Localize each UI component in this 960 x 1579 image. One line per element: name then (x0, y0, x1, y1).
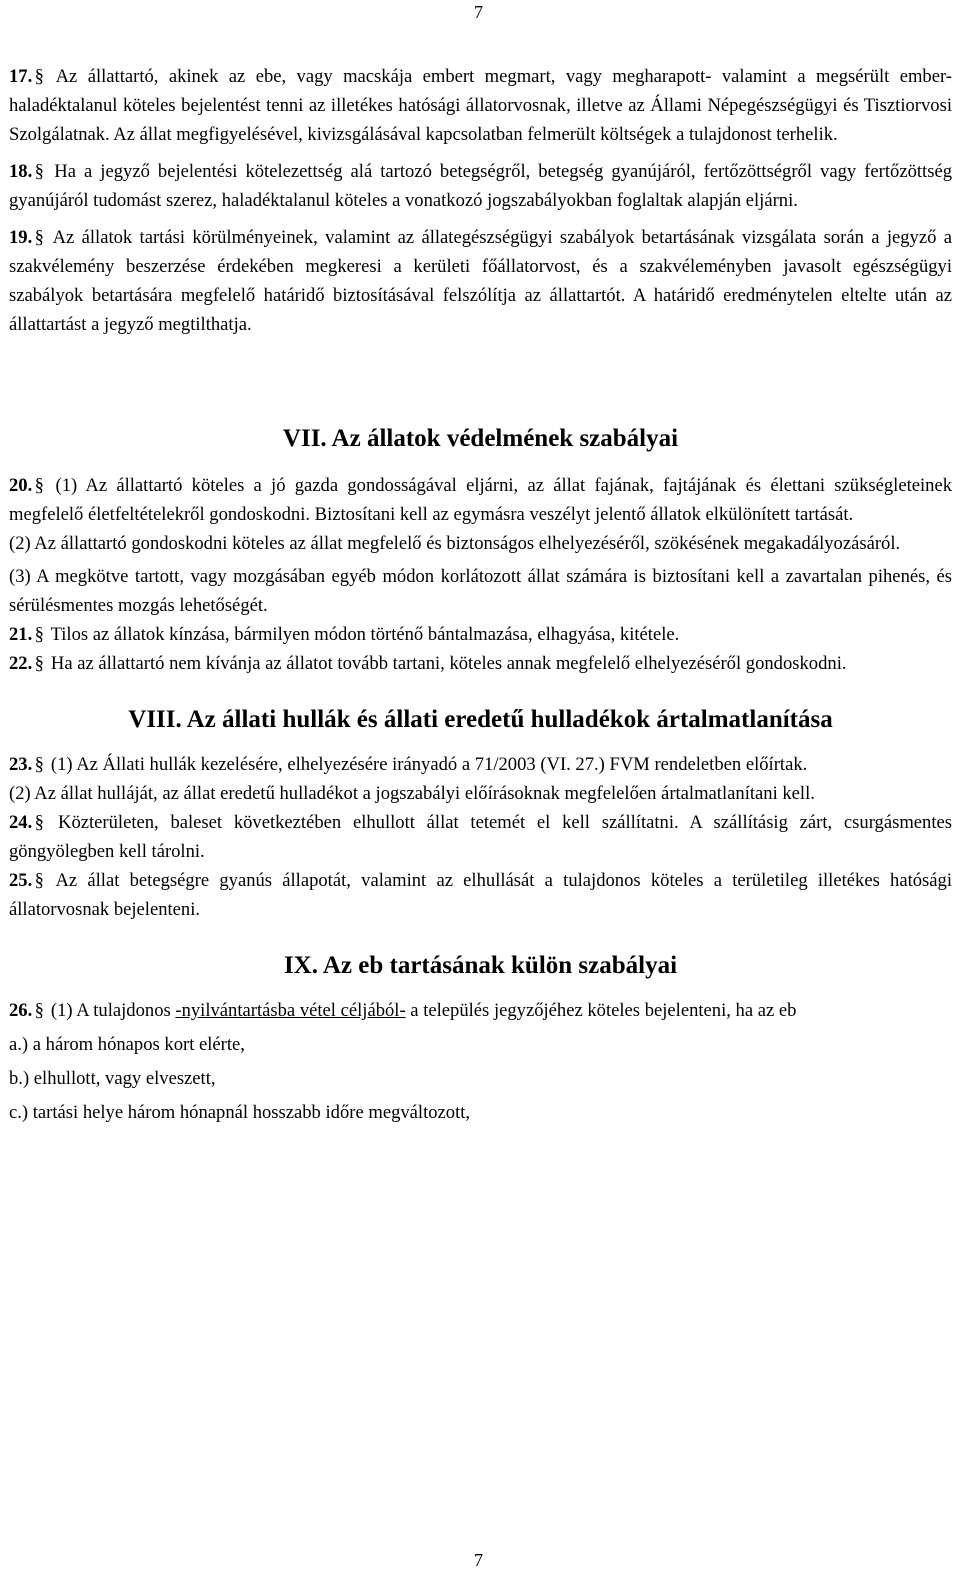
page-number-bottom: 7 (474, 1550, 483, 1570)
section-symbol: § (34, 812, 44, 833)
paragraph-23 (9, 750, 952, 779)
paragraph-text: Az állat betegségre gyanús állapotát, valamint az elhullását a tulajdonos köteles a területileg illetékes hatósági állatorvosnak bejelenteni. (9, 870, 953, 920)
paragraph-number: 22. (9, 653, 33, 674)
paragraph-20 (9, 471, 952, 529)
paragraph-20-2: (2) Az állattartó gondoskodni köteles az állat megfelelő és biztonságos elhelyezéséről, szökésének megakadályozásáról. (9, 533, 901, 554)
paragraph-number: 21. (9, 624, 33, 645)
paragraph-19 (9, 223, 952, 339)
section-symbol: § (34, 475, 44, 496)
paragraph-21 (9, 620, 952, 649)
paragraph-text: Közterületen, baleset következtében elhullott állat tetemét el kell szállítatni. A szállításig zárt, csurgásmentes göngyölegben kell tárolni. (9, 812, 953, 862)
section-symbol: § (34, 870, 44, 891)
section-symbol: § (34, 624, 44, 645)
section-symbol: § (34, 754, 44, 775)
paragraph-25 (9, 866, 952, 924)
paragraph-text: Tilos az állatok kínzása, bármilyen módon történő bántalmazása, elhagyása, kitétele. (50, 624, 680, 645)
paragraph-20-3: (3) A megkötve tartott, vagy mozgásában egyéb módon korlátozott állat számára is biztosítani kell a zavartalan pihenés, és sérülésmentes mozgás lehetőségét. (9, 566, 952, 616)
list-item-a: a.) a három hónapos kort elérte, (9, 1034, 245, 1055)
paragraph-23-2: (2) Az állat hulláját, az állat eredetű hulladékot a jogszabályi előírásoknak megfelelően ártalmatlanítani kell. (9, 783, 815, 804)
section-heading-vii: VII. Az állatok védelmének szabályai (282, 425, 679, 452)
section-symbol: § (34, 227, 44, 248)
paragraph-text: (1) Az állattartó köteles a jó gazda gondosságával eljárni, az állat fajának, fajtájának és élettani szükségleteinek megfelelő életfeltételekről gondoskodni. Biztosítani kell az egymásra veszélyt jelentő állatok elkülönített tartását. (9, 475, 952, 525)
paragraph-text: Az állatok tartási körülményeinek, valamint az állategészségügyi szabályok betartásának vizsgálata során a jegyző a szakvélemény beszerzése érdekében megkeresi a kerületi főállatorvost, és a szakvéleményben javasolt egészségügyi szabályok betartására megfelelő határidő biztosításával felszólítja az állattartót. A határidő eredménytelen eltelte után az állattartást a jegyző megtilthatja. (9, 227, 952, 335)
underlined-phrase: -nyilvántartásba vétel céljából- (175, 1000, 406, 1021)
paragraph-18 (9, 157, 952, 215)
paragraph-number: 19. (9, 227, 33, 248)
section-symbol: § (34, 66, 44, 87)
paragraph-17 (9, 62, 952, 149)
paragraph-text: Ha a jegyző bejelentési kötelezettség alá tartozó betegségről, betegség gyanújáról, fertőzöttségről vagy fertőzöttség gyanújáról tudomást szerez, haladéktalanul köteles a vonatkozó jogszabályokban foglaltak alapján eljárni. (9, 161, 952, 211)
paragraph-text-post: a település jegyzőjéhez köteles bejelenteni, ha az eb (405, 1000, 797, 1021)
paragraph-number: 17. (9, 66, 33, 87)
section-heading-viii: VIII. Az állati hullák és állati eredetű hulladékok ártalmatlanítása (128, 706, 833, 733)
paragraph-24 (9, 808, 952, 866)
paragraph-number: 23. (9, 754, 33, 775)
paragraph-number: 18. (9, 161, 33, 182)
document-body (9, 62, 952, 1127)
paragraph-text: Ha az állattartó nem kívánja az állatot tovább tartani, köteles annak megfelelő elhelyezéséről gondoskodni. (50, 653, 847, 674)
paragraph-number: 26. (9, 1000, 33, 1021)
paragraph-text: (1) Az Állati hullák kezelésére, elhelyezésére irányadó a 71/2003 (VI. 27.) FVM rendeletben előírtak. (50, 754, 808, 775)
paragraph-number: 20. (9, 475, 33, 496)
page-number-top: 7 (474, 2, 483, 22)
list-item-c: c.) tartási helye három hónapnál hosszabb időre megváltozott, (9, 1102, 471, 1123)
section-symbol: § (34, 161, 44, 182)
list-item-b: b.) elhullott, vagy elveszett, (9, 1068, 216, 1089)
paragraph-text-pre: (1) A tulajdonos (50, 1000, 176, 1021)
paragraph-text: Az állattartó, akinek az ebe, vagy macskája embert megmart, vagy megharapott- valamint a megsérült ember- haladéktalanul köteles bejelentést tenni az illetékes hatósági állatorvosnak, illetve az Állami Népegészségügyi és Tisztiorvosi Szolgálatnak. Az állat megfigyelésével, kivizsgálásával kapcsolatban felmerült költségek a tulajdonost terhelik. (9, 66, 952, 145)
paragraph-number: 25. (9, 870, 33, 891)
section-symbol: § (34, 653, 44, 674)
paragraph-22 (9, 649, 952, 678)
paragraph-number: 24. (9, 812, 33, 833)
section-symbol: § (34, 1000, 44, 1021)
section-heading-ix: IX. Az eb tartásának külön szabályai (283, 952, 678, 979)
paragraph-26 (9, 996, 952, 1025)
